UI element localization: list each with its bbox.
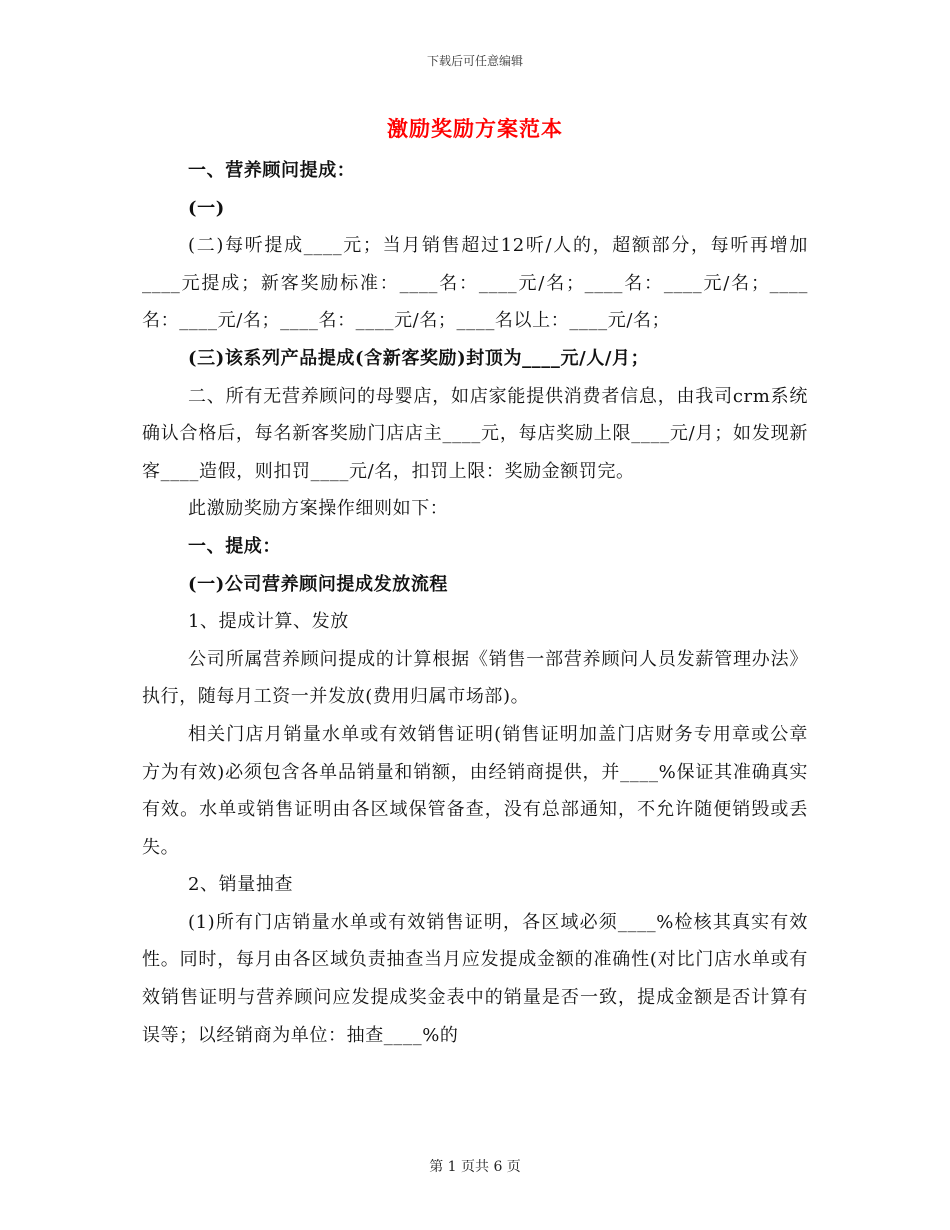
paragraph: 公司所属营养顾问提成的计算根据《销售一部营养顾问人员发薪管理办法》执行，随每月工资一并发放(费用归属市场部)。 — [142, 648, 808, 708]
item-heading: 1、提成计算、发放 — [188, 611, 349, 633]
paragraph: 此激励奖励方案操作细则如下： — [188, 498, 449, 520]
document-body — [142, 112, 808, 1054]
paragraph: (1)所有门店销量水单或有效销售证明，各区域必须____%检核其真实有效性。同时，每月由各区域负责抽查当月应发提成金额的准确性(对比门店水单或有效销售证明与营养顾问应发提成奖金表中的销量是否一致，提成金额是否计算有误等；以经销商为单位：抽查____%的 — [142, 911, 808, 1046]
paragraph: 二、所有无营养顾问的母婴店，如店家能提供消费者信息，由我司crm系统确认合格后，每名新客奖励门店店主____元，每店奖励上限____元/月；如发现新客____造假，则扣罚____元/名，扣罚上限：奖励金额罚完。 — [142, 385, 808, 482]
section-heading: 一、提成： — [188, 535, 281, 557]
subsection-heading: (一)公司营养顾问提成发放流程 — [188, 573, 449, 595]
document-title: 激励奖励方案范本 — [387, 116, 563, 141]
item-heading: 2、销量抽查 — [188, 874, 294, 896]
page-header: 下载后可任意编辑 — [426, 54, 523, 68]
subsection-heading: (一) — [188, 197, 225, 219]
section-heading: 一、营养顾问提成： — [188, 160, 356, 181]
paragraph: (二)每听提成____元；当月销售超过12听/人的，超额部分，每听再增加____元提成；新客奖励标准：____名：____元/名；____名：____元/名；____名：____元/名；____名：____元/名；____名以上：____元/名； — [142, 235, 808, 332]
subsection-heading: (三)该系列产品提成(含新客奖励)封顶为____元/人/月； — [188, 347, 650, 369]
paragraph: 相关门店月销量水单或有效销售证明(销售证明加盖门店财务专用章或公章方为有效)必须包含各单品销量和销额，由经销商提供，并____%保证其准确真实有效。水单或销售证明由各区域保管备查，没有总部通知，不允许随便销毁或丢失。 — [142, 723, 808, 858]
page-footer: 第 1 页共 6 页 — [429, 1159, 521, 1175]
